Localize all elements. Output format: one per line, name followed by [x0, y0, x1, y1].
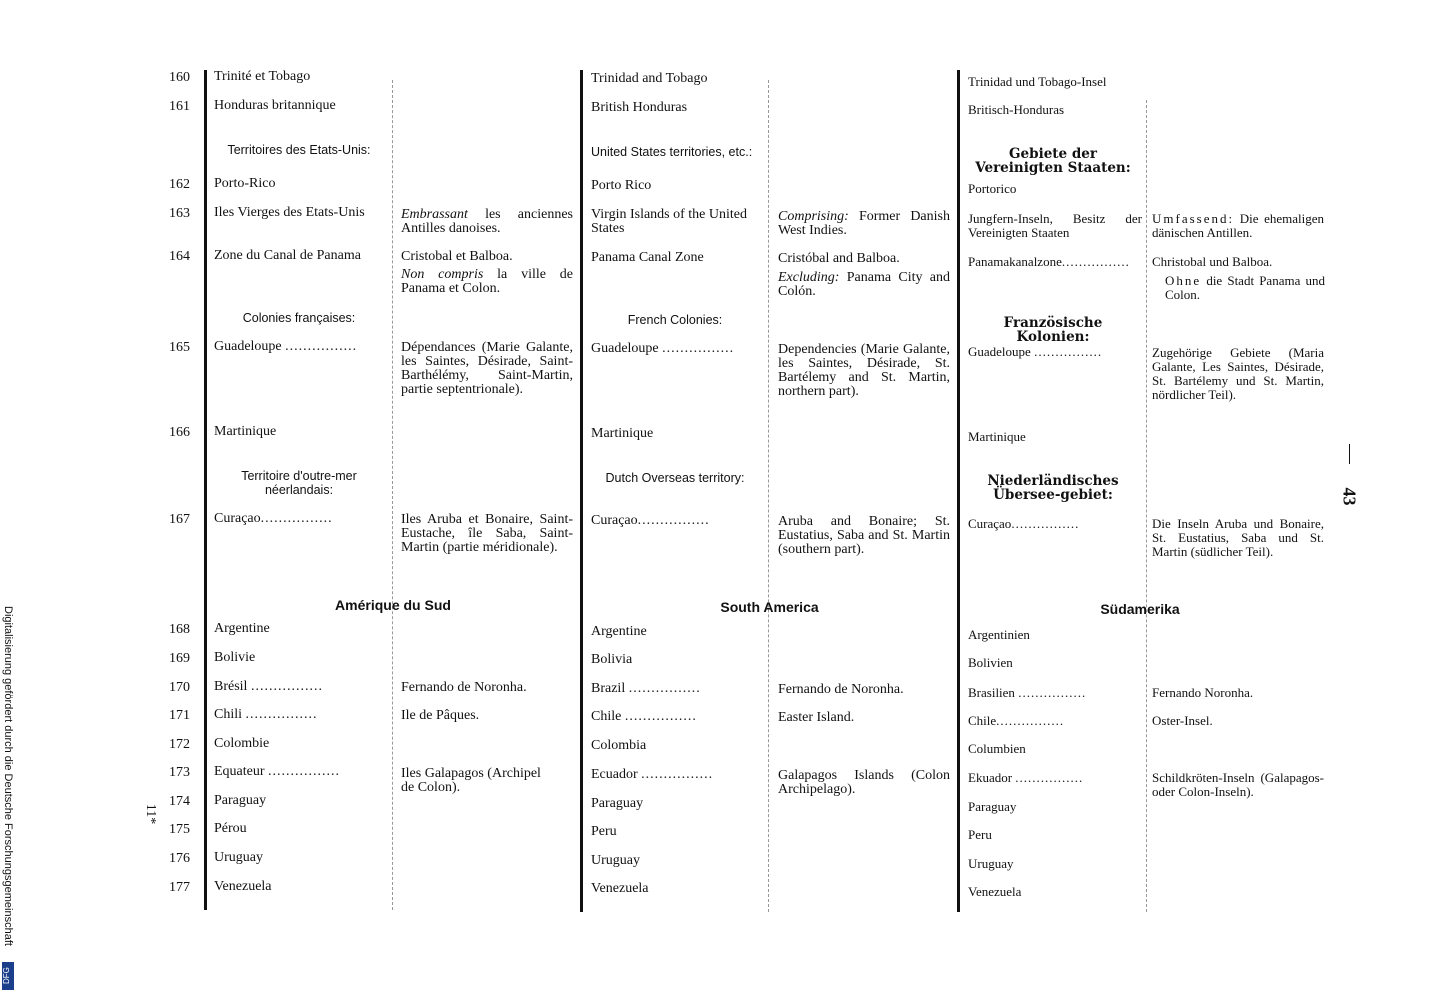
note-lead: Umfassend: — [1152, 211, 1235, 226]
row-number: 170 — [169, 680, 190, 695]
country-de: Venezuela — [968, 884, 1022, 899]
country-name: Brésil — [214, 680, 248, 694]
note-de — [1152, 212, 1324, 240]
country-de: Bolivien — [968, 655, 1013, 670]
row-number: 175 — [169, 822, 190, 837]
leader-dots: ................ — [624, 710, 697, 724]
page-number: 43 — [1339, 487, 1360, 506]
signature-mark: 11* — [143, 803, 159, 825]
country-fr — [214, 680, 386, 694]
note-text: Former Danish West Indies. — [778, 209, 950, 238]
note-fr: Cristobal et Balboa. — [401, 249, 513, 264]
row-number: 177 — [169, 880, 190, 895]
subheading-de: Französische Kolonien: — [1003, 315, 1103, 345]
country-fr: Porto-Rico — [214, 176, 276, 191]
country-de: Martinique — [968, 429, 1026, 444]
leader-dots: ................ — [996, 714, 1065, 728]
country-fr: Iles Vierges des Etats-Unis — [214, 205, 365, 220]
note-en: Fernando de Noronha. — [778, 682, 904, 697]
note-de: Fernando Noronha. — [1152, 685, 1254, 700]
note-fr: Ile de Pâques. — [401, 708, 480, 723]
row-number: 176 — [169, 851, 190, 866]
leader-dots: ................ — [662, 342, 735, 356]
country-de — [968, 255, 1142, 269]
country-name: Guadeloupe — [591, 342, 659, 356]
subheading-en: Dutch Overseas territory: — [605, 471, 745, 485]
country-en — [591, 710, 763, 724]
region-heading-fr: Amérique du Sud — [335, 597, 451, 613]
note-fr — [401, 268, 573, 296]
column-rule-fr — [204, 70, 207, 910]
country-en — [591, 342, 763, 356]
note-en — [778, 271, 950, 299]
row-number: 161 — [169, 99, 190, 114]
row-number: 167 — [169, 512, 190, 527]
region-heading-en: South America — [720, 599, 819, 615]
note-lead: Ohne — [1165, 273, 1202, 288]
note-text: Panama City and Colón. — [778, 270, 950, 299]
country-de — [968, 714, 1142, 728]
note-en: Dependencies (Marie Galante, les Saintes, Désirade, St. Bartélemy and St. Martin, northern part). — [778, 342, 950, 399]
country-fr: Argentine — [214, 621, 270, 636]
country-en: Trinidad and Tobago — [591, 71, 708, 86]
country-fr: Colombie — [214, 736, 270, 751]
country-name: Panamakanalzone — [968, 255, 1062, 269]
country-en — [591, 768, 763, 782]
country-fr: Venezuela — [214, 879, 272, 894]
row-number: 173 — [169, 765, 190, 780]
country-de — [968, 517, 1142, 531]
country-fr — [214, 708, 386, 722]
note-fr: Iles Galapagos (Archipel de Colon). — [401, 766, 541, 795]
note-text: die Stadt Panama und Colon. — [1165, 273, 1325, 302]
note-fr: Fernando de Noronha. — [401, 680, 527, 695]
row-number: 163 — [169, 206, 190, 221]
page-number-rule — [1349, 444, 1350, 464]
country-en: Venezuela — [591, 881, 649, 896]
country-name: Equateur — [214, 765, 265, 779]
country-de — [968, 345, 1142, 359]
leader-dots: ................ — [1034, 345, 1103, 359]
note-lead: Non compris — [401, 267, 484, 282]
row-number: 171 — [169, 708, 190, 723]
dfg-logo: DFG — [2, 962, 14, 990]
note-en: Easter Island. — [778, 710, 855, 725]
country-name: Guadeloupe — [214, 339, 282, 354]
country-de: Portorico — [968, 181, 1017, 196]
country-fr: Pérou — [214, 821, 247, 836]
column-rule-en — [580, 70, 583, 912]
row-number: 168 — [169, 622, 190, 637]
note-de: Christobal und Balboa. — [1152, 254, 1273, 269]
country-de: Britisch-Honduras — [968, 102, 1065, 117]
country-name: Chile — [591, 710, 622, 724]
country-fr: Paraguay — [214, 793, 267, 808]
country-en: Argentine — [591, 624, 647, 639]
note-fr — [401, 208, 573, 236]
row-number: 166 — [169, 425, 190, 440]
country-de: Paraguay — [968, 799, 1017, 814]
subheading-de: Niederländisches Übersee-gebiet: — [987, 473, 1119, 503]
country-name: Chili — [214, 708, 243, 722]
country-name: Guadeloupe — [968, 345, 1031, 359]
country-name: Ekuador — [968, 771, 1013, 785]
country-en: Martinique — [591, 426, 654, 441]
subheading-de: Gebiete der Vereinigten Staaten: — [975, 146, 1131, 176]
note-de: Oster-Insel. — [1152, 713, 1213, 728]
note-fr: Dépendances (Marie Galante, les Saintes, Désirade, Saint-Barthélémy, Saint-Martin, partie septentrionale). — [401, 340, 573, 397]
country-en: Panama Canal Zone — [591, 250, 704, 265]
leader-dots: ................ — [250, 680, 323, 694]
country-en: Colombia — [591, 738, 647, 753]
country-fr — [214, 512, 386, 526]
leader-dots: ................ — [641, 768, 714, 782]
country-de — [968, 771, 1142, 785]
country-de: Uruguay — [968, 856, 1014, 871]
country-name: Brazil — [591, 682, 626, 696]
column-rule-de-notes — [1146, 100, 1147, 912]
subheading-fr: Territoires des Etats-Unis: — [227, 143, 371, 157]
country-en: British Honduras — [591, 100, 688, 115]
subheading-en: French Colonies: — [627, 313, 723, 327]
note-de: Schildkröten-Inseln (Galapagos- oder Colon-Inseln). — [1152, 770, 1324, 799]
country-en: Porto Rico — [591, 178, 652, 193]
note-de — [1165, 274, 1325, 302]
country-de: Columbien — [968, 741, 1026, 756]
row-number: 165 — [169, 340, 190, 355]
leader-dots: ................ — [1011, 517, 1080, 531]
leader-dots: ................ — [628, 682, 701, 696]
note-fr: Iles Aruba et Bonaire, Saint-Eustache, île Saba, Saint-Martin (partie méridionale). — [401, 512, 573, 555]
leader-dots: ................ — [268, 765, 341, 779]
country-name: Chile — [968, 714, 997, 728]
subheading-fr: Colonies françaises: — [242, 311, 356, 325]
country-en: Uruguay — [591, 853, 640, 868]
country-fr: Uruguay — [214, 850, 263, 865]
subheading-en: United States territories, etc.: — [591, 145, 753, 159]
note-text: Die ehemaligen dänischen Antillen. — [1152, 211, 1325, 240]
row-number: 164 — [169, 249, 190, 264]
country-name: Curaçao — [214, 512, 261, 526]
country-en — [591, 514, 763, 528]
country-fr: Martinique — [214, 424, 277, 439]
country-fr: Bolivie — [214, 650, 256, 665]
region-heading-de: Südamerika — [1100, 601, 1180, 617]
country-name: Curaçao — [968, 517, 1012, 531]
country-name: Ecuador — [591, 768, 638, 782]
note-de: Die Inseln Aruba und Bonaire, St. Eustatius, Saba und St. Martin (südlicher Teil). — [1152, 516, 1324, 559]
leader-dots: ................ — [1018, 686, 1087, 700]
note-lead: Comprising: — [778, 209, 849, 224]
note-text: la ville de Panama et Colon. — [401, 267, 574, 296]
country-de — [968, 686, 1142, 700]
note-en — [778, 210, 950, 238]
country-fr — [214, 765, 386, 779]
country-fr: Honduras britannique — [214, 98, 336, 113]
note-en: Aruba and Bonaire; St. Eustatius, Saba and St. Martin (southern part). — [778, 514, 950, 557]
note-lead: Excluding: — [778, 270, 840, 285]
row-number: 160 — [169, 70, 190, 85]
country-fr — [214, 340, 386, 354]
subheading-fr: Territoire d'outre-mer néerlandais: — [241, 469, 357, 497]
country-en — [591, 682, 763, 696]
country-fr: Zone du Canal de Panama — [214, 248, 361, 263]
country-en: Virgin Islands of the United States — [591, 207, 747, 236]
note-en: Cristóbal and Balboa. — [778, 251, 900, 266]
leader-dots: ................ — [285, 339, 358, 354]
country-de: Argentinien — [968, 627, 1030, 642]
note-lead: Embrassant — [401, 207, 468, 222]
country-en: Peru — [591, 824, 617, 839]
note-de: Zugehörige Gebiete (Maria Galante, Les Saintes, Désirade, St. Bartélemy und St. Martin, nördlicher Teil). — [1152, 345, 1324, 402]
column-rule-fr-notes — [392, 80, 393, 910]
country-en: Bolivia — [591, 652, 633, 667]
row-number: 162 — [169, 177, 190, 192]
note-en: Galapagos Islands (Colon Archipelago). — [778, 768, 950, 797]
country-de: Trinidad und Tobago-Insel — [968, 74, 1107, 89]
country-name: Brasilien — [968, 686, 1015, 700]
leader-dots: ................ — [245, 708, 318, 722]
country-name: Curaçao — [591, 514, 638, 528]
leader-dots: ................ — [637, 514, 710, 528]
column-rule-de — [957, 70, 960, 912]
digitization-note: Digitalisierung gefördert durch die Deutsche Forschungsgemeinschaft — [2, 606, 14, 946]
country-de: Peru — [968, 827, 992, 842]
leader-dots: ................ — [1061, 255, 1130, 269]
row-number: 172 — [169, 737, 190, 752]
row-number: 174 — [169, 794, 190, 809]
leader-dots: ................ — [1015, 771, 1084, 785]
column-rule-en-notes — [768, 80, 769, 912]
country-fr: Trinité et Tobago — [214, 69, 311, 84]
country-en: Paraguay — [591, 796, 644, 811]
leader-dots: ................ — [260, 512, 333, 526]
country-de: Jungfern-Inseln, Besitz der Vereinigten Staaten — [968, 211, 1142, 240]
note-text: les anciennes Antilles danoises. — [401, 207, 573, 236]
row-number: 169 — [169, 651, 190, 666]
